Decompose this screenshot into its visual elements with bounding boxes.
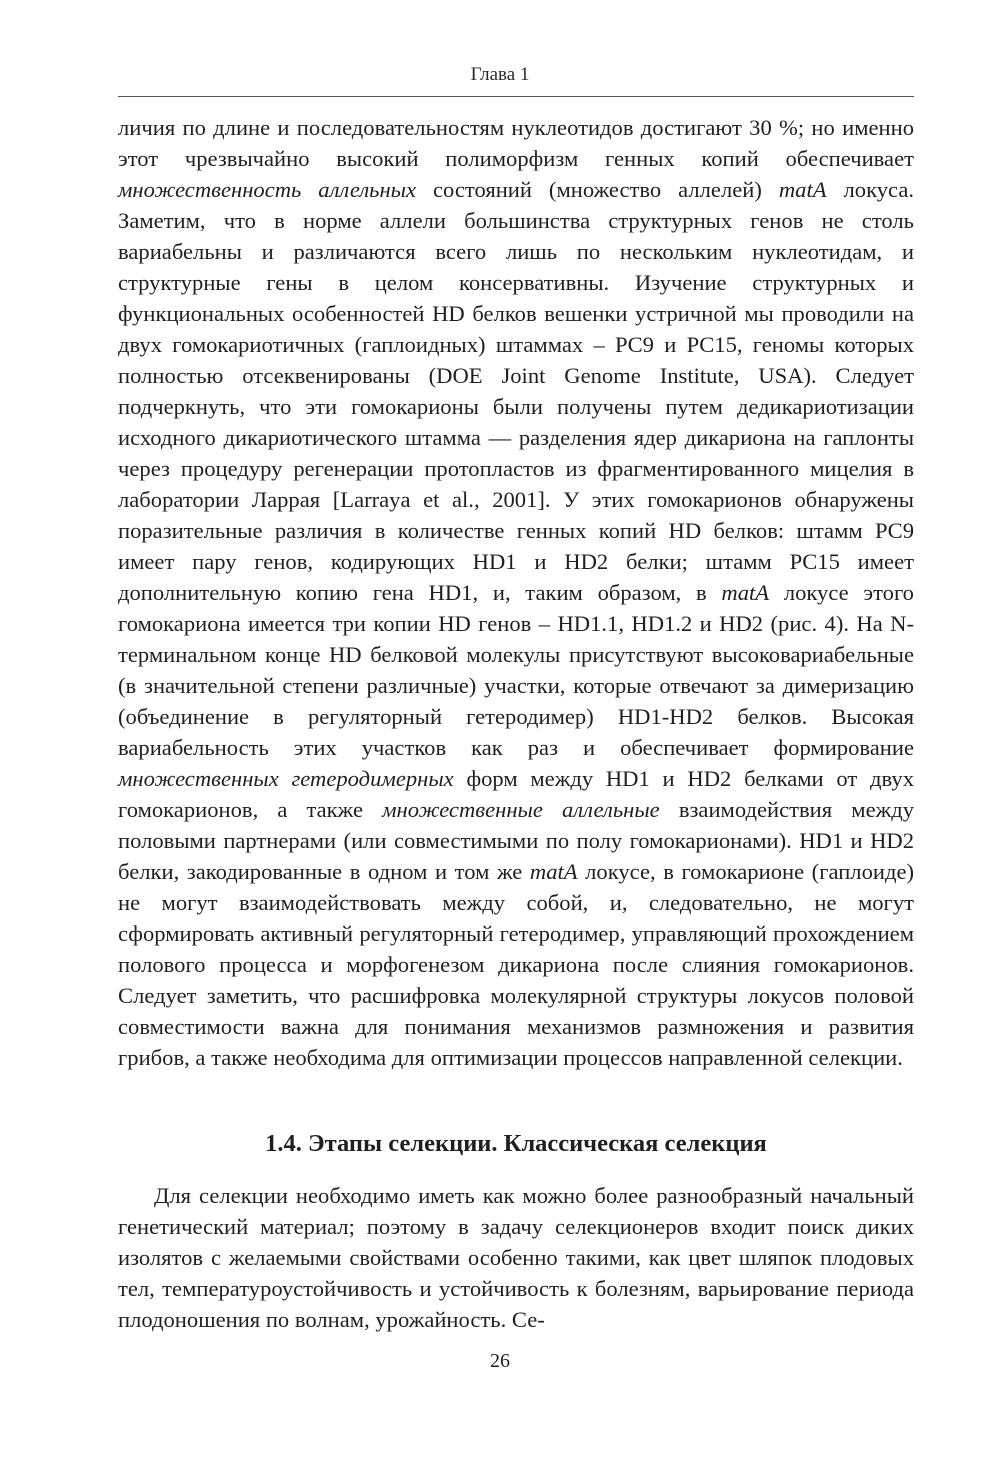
- italic-term: matA: [529, 859, 578, 884]
- paragraph: [118, 112, 914, 1073]
- text-run: форм между HD1 и HD2 белками от двух гомокарионов, а также: [118, 766, 914, 822]
- section-paragraph: Для селекции необходимо иметь как можно более разнообразный начальный генетический материал; поэтому в задачу селекционеров входит поиск диких изолятов с желаемыми свойствами особенно такими, как цвет шляпок плодовых тел, температуроустойчивость и устойчивость к болезням, варьирование периода плодоношения по волнам, урожайность. Се-: [118, 1183, 914, 1332]
- text-run: личия по длине и последовательностям нуклеотидов достигают 30 %; но именно этот чрезвычайно высокий полиморфизм генных копий обеспечивает: [118, 115, 914, 171]
- italic-term: множественные аллельные: [382, 797, 660, 822]
- text-run: локусе, в гомокарионе (гаплоиде) не могут взаимодействовать между собой, и, следовательно, не могут сформировать активный регуляторный гетеродимер, управляющий прохождением полового процесса и морфогенезом дикариона после слияния гомокарионов. Следует заметить, что расшифровка молекулярной структуры локусов половой совместимости важна для понимания механизмов размножения и развития грибов, а также необходима для оптимизации процессов направленной селекции.: [118, 859, 915, 1070]
- italic-term: matA: [721, 580, 770, 605]
- italic-term: matA: [778, 177, 827, 202]
- text-run: локусе этого гомокариона имеется три копии HD генов – HD1.1, HD1.2 и HD2 (рис. 4). На N-терминальном конце HD белковой молекулы присутствуют высоковариабельные (в значительной степени различные) участки, которые отвечают за димеризацию (объединение в регуляторный гетеродимер) HD1-HD2 белков. Высокая вариабельность этих участков как раз и обеспечивает формирование: [118, 580, 914, 760]
- text-run: взаимодействия между половыми партнерами (или совместимыми по полу гомокарионами). HD1 и HD2 белки, закодированные в одном и том же: [118, 797, 915, 884]
- page-number: 26: [490, 1350, 510, 1372]
- text-run: состояний (множество аллелей): [416, 177, 779, 202]
- header-rule: [118, 96, 914, 97]
- italic-term: множественных гетеродимерных: [118, 766, 454, 791]
- text-run: локуса. Заметим, что в норме аллели большинства структурных генов не столь вариабельны и различаются всего лишь по нескольким нуклеотидам, и структурные гены в целом консервативны. Изучение структурных и функциональных особенностей HD белков вешенки устричной мы проводили на двух гомокариотичных (гаплоидных) штаммах – PC9 и PC15, геномы которых полностью отсеквенированы (DOE Joint Genome Institute, USA). Следует подчеркнуть, что эти гомокарионы были получены путем дедикариотизации исходного дикариотического штамма — разделения ядер дикариона на гаплонты через процедуру регенерации протопластов из фрагментированного мицелия в лаборатории Ларрая [Larraya et al., 2001]. У этих гомокарионов обнаружены поразительные различия в количестве генных копий HD белков: штамм PC9 имеет пару генов, кодирующих HD1 и HD2 белки; штамм PC15 имеет дополнительную копию гена HD1, и, таким образом, в: [118, 177, 915, 605]
- body-text: [118, 112, 914, 1073]
- italic-term: множественность аллельных: [118, 177, 416, 202]
- section-heading: 1.4. Этапы селекции. Классическая селекция: [265, 1130, 767, 1157]
- running-head: Глава 1: [470, 64, 530, 85]
